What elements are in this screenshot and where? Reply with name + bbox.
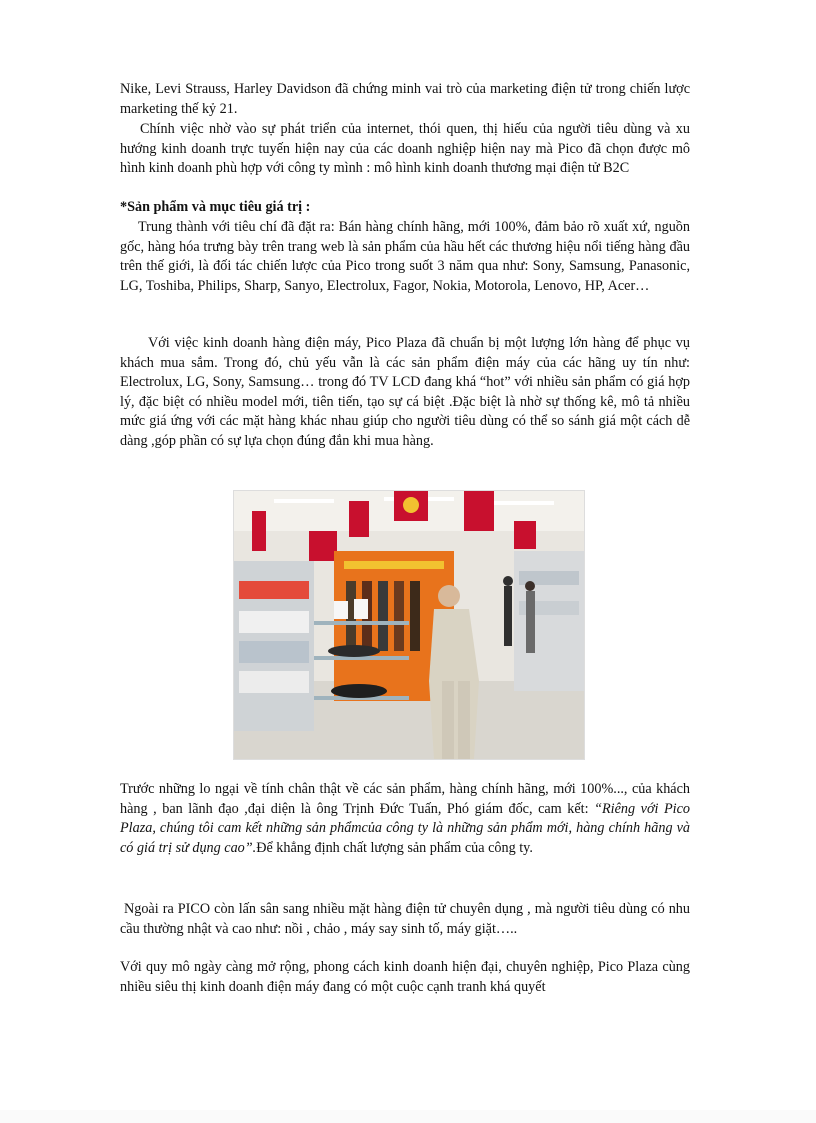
commitment-end: Để khẳng định chất lượng sản phẩm của công ty.	[256, 839, 533, 856]
store-photo-illustration	[234, 491, 584, 759]
paragraph-commitment	[120, 780, 690, 858]
page-bottom-bar	[0, 1110, 816, 1123]
commitment-quote: “Riêng với Pico Plaza, chúng tôi cam kết những sản phẩmcủa công ty là những sản phẩm mới, hàng chính hãng và có giá trị sử dụng cao”.	[120, 800, 691, 856]
paragraph-electronics: Với việc kinh doanh hàng điện máy, Pico Plaza đã chuẩn bị một lượng lớn hàng để phục vụ khách mua sắm. Trong đó, chủ yếu vẫn là các sản phẩm điện máy của các hãng uy tín như: Electrolux, LG, Sony, Samsung… trong đó TV LCD đang khá “hot” với nhiều sản phẩm có giá hợp lý, đặc biệt có nhiều model mới, tiên tiến, tạo sự cá biệt .Đặc biệt là nhờ sự thống kê, mô tả nhiều mức giá ứng với các mặt hàng khác nhau giúp cho người tiêu dùng có thể so sánh giá một cách dễ dàng ,góp phần có sự lựa chọn đúng đắn khi mua hàng.	[120, 335, 690, 449]
paragraph-other-products: Ngoài ra PICO còn lấn sân sang nhiều mặt hàng điện tử chuyên dụng , mà người tiêu dùng có nhu cầu thường nhật và cao như: nồi , chảo , máy say sinh tố, máy giặt…..	[120, 901, 690, 937]
section-heading-products: *Sản phẩm và mục tiêu giá trị :	[120, 199, 311, 215]
paragraph-competition: Với quy mô ngày càng mở rộng, phong cách kinh doanh hiện đại, chuyên nghiệp, Pico Plaza cùng nhiều siêu thị kinh doanh điện máy đang có một cuộc cạnh tranh khá quyết	[120, 959, 690, 995]
store-photo	[233, 490, 585, 760]
paragraph-brands-intro: Nike, Levi Strauss, Harley Davidson đã chứng minh vai trò của marketing điện tử trong chiến lược marketing thế kỷ 21.	[120, 81, 690, 117]
paragraph-partners: Trung thành với tiêu chí đã đặt ra: Bán hàng chính hãng, mới 100%, đảm bảo rõ xuất xứ, nguồn gốc, hàng hóa trưng bày trên trang web là sản phẩm của hầu hết các thương hiệu nổi tiếng hàng đầu trên thế giới, là đối tác chiến lược của Pico trong suốt 3 năm qua như: Sony, Samsung, Panasonic, LG, Toshiba, Philips, Sharp, Sanyo, Electrolux, Fagor, Nokia, Motorola, Lenovo, HP, Acer…	[120, 219, 690, 294]
paragraph-internet-b2c: Chính việc nhờ vào sự phát triển của internet, thói quen, thị hiếu của người tiêu dùng và xu hướng kinh doanh trực tuyến hiện nay của các doanh nghiệp hiện nay mà Pico đã chọn được mô hình kinh doanh phù hợp với công ty mình : mô hình kinh doanh thương mại điện tử B2C	[120, 121, 690, 176]
commitment-intro: Trước những lo ngại về tính chân thật về các sản phẩm, hàng chính hãng, mới 100%..., của khách hàng , ban lãnh đạo ,đại diện là ông Trịnh Đức Tuấn, Phó giám đốc, cam kết:	[120, 781, 690, 817]
